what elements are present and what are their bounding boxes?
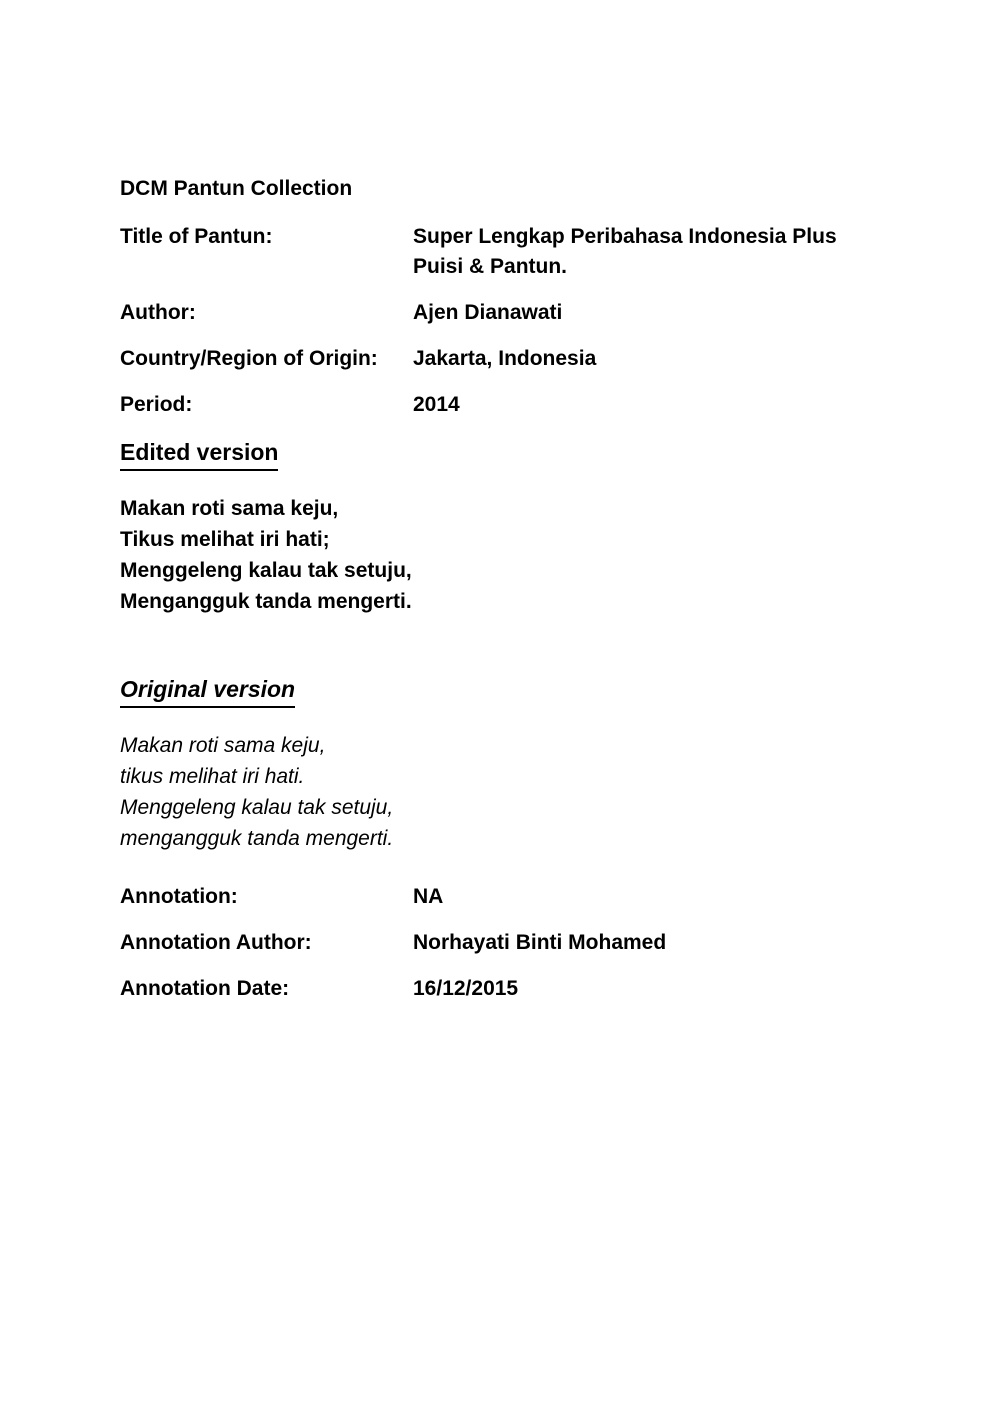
page-title: DCM Pantun Collection (120, 177, 353, 200)
metadata-label-country: Country/Region of Origin: (120, 347, 378, 370)
metadata-row-country (120, 344, 890, 374)
edited-poem-line-3: Menggeleng kalau tak setuju, (120, 559, 412, 582)
edited-version-heading (120, 436, 890, 471)
metadata-label-period: Period: (120, 393, 193, 416)
metadata-value-country: Jakarta, Indonesia (413, 347, 597, 370)
original-poem-line-1: Makan roti sama keju, (120, 734, 326, 757)
metadata-value-author: Ajen Dianawati (413, 301, 563, 324)
annotation-date-label: Annotation Date: (120, 977, 290, 1000)
annotation-label: Annotation: (120, 885, 238, 908)
metadata-label-author: Author: (120, 301, 196, 324)
edited-poem-line-4: Mengangguk tanda mengerti. (120, 590, 412, 613)
annotation-value: NA (413, 885, 444, 908)
edited-poem-line-1: Makan roti sama keju, (120, 497, 339, 520)
original-poem-line-3: Menggeleng kalau tak setuju, (120, 796, 394, 819)
annotation-author-label: Annotation Author: (120, 931, 312, 954)
edited-poem-line-2: Tikus melihat iri hati; (120, 528, 330, 551)
annotation-author-value: Norhayati Binti Mohamed (413, 931, 667, 954)
metadata-label-title: Title of Pantun: (120, 225, 273, 248)
annotation-date-row (120, 974, 890, 1004)
original-poem (120, 730, 890, 854)
original-version-heading-text: Original version (120, 673, 295, 708)
original-version-heading (120, 673, 890, 708)
original-poem-line-2: tikus melihat iri hati. (120, 765, 305, 788)
edited-version-heading-text: Edited version (120, 436, 278, 471)
metadata-value-title: Super Lengkap Peribahasa Indonesia Plus Puisi & Pantun. (413, 225, 837, 278)
original-poem-line-4: mengangguk tanda mengerti. (120, 827, 394, 850)
metadata-value-period: 2014 (413, 393, 460, 416)
metadata-row-author (120, 298, 890, 328)
metadata-row-title (120, 222, 890, 282)
metadata-row-period (120, 390, 890, 420)
annotation-section (120, 882, 890, 1004)
annotation-row (120, 882, 890, 912)
edited-poem (120, 493, 890, 617)
annotation-author-row (120, 928, 890, 958)
annotation-date-value: 16/12/2015 (413, 977, 519, 1000)
